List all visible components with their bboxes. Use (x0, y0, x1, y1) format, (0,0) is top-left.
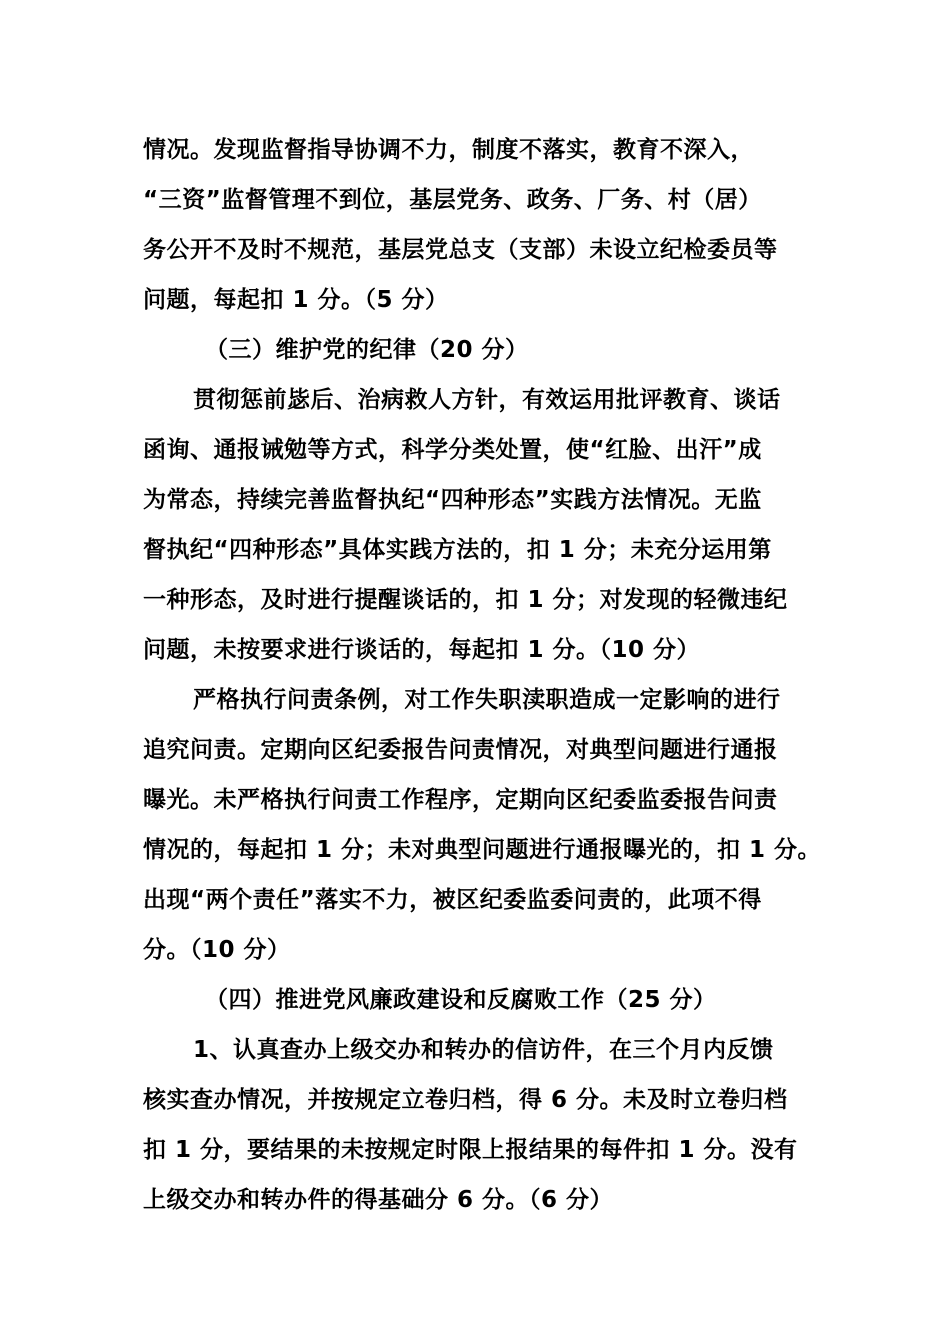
paragraph-line: 情况的，每起扣 1 分；未对典型问题进行通报曝光的，扣 1 分。 (143, 837, 822, 863)
paragraph-line: 务公开不及时不规范，基层党总支（支部）未设立纪检委员等 (143, 237, 778, 263)
paragraph-line: 贯彻惩前毖后、治病救人方针，有效运用批评教育、谈话 (193, 387, 781, 413)
paragraph-line: 曝光。未严格执行问责工作程序，定期向区纪委监委报告问责 (143, 787, 778, 813)
paragraph-line: 一种形态，及时进行提醒谈话的，扣 1 分；对发现的轻微违纪 (143, 587, 788, 613)
paragraph-line: 督执纪“四种形态”具体实践方法的，扣 1 分；未充分运用第 (143, 537, 772, 563)
paragraph-line: 问题，每起扣 1 分。（5 分） (143, 287, 449, 313)
paragraph-line: 1、认真查办上级交办和转办的信访件，在三个月内反馈 (193, 1037, 774, 1063)
paragraph-line: 扣 1 分，要结果的未按规定时限上报结果的每件扣 1 分。没有 (143, 1137, 798, 1163)
section-heading: （三）维护党的纪律（20 分） (205, 337, 529, 363)
paragraph-line: 问题，未按要求进行谈话的，每起扣 1 分。（10 分） (143, 637, 701, 663)
paragraph-line: 上级交办和转办件的得基础分 6 分。（6 分） (143, 1187, 614, 1213)
paragraph-line: 追究问责。定期向区纪委报告问责情况，对典型问题进行通报 (143, 737, 778, 763)
section-heading: （四）推进党风廉政建设和反腐败工作（25 分） (205, 987, 717, 1013)
paragraph-line: 情况。发现监督指导协调不力，制度不落实，教育不深入， (143, 137, 754, 163)
paragraph-line: 严格执行问责条例，对工作失职渎职造成一定影响的进行 (193, 687, 781, 713)
paragraph-line: “三资”监督管理不到位，基层党务、政务、厂务、村（居） (143, 187, 762, 213)
paragraph-line: 函询、通报诫勉等方式，科学分类处置，使“红脸、出汗”成 (143, 437, 762, 463)
paragraph-line: 分。（10 分） (143, 937, 291, 963)
paragraph-line: 为常态，持续完善监督执纪“四种形态”实践方法情况。无监 (143, 487, 762, 513)
paragraph-line: 核实查办情况，并按规定立卷归档，得 6 分。未及时立卷归档 (143, 1087, 788, 1113)
paragraph-line: 出现“两个责任”落实不力，被区纪委监委问责的，此项不得 (143, 887, 762, 913)
